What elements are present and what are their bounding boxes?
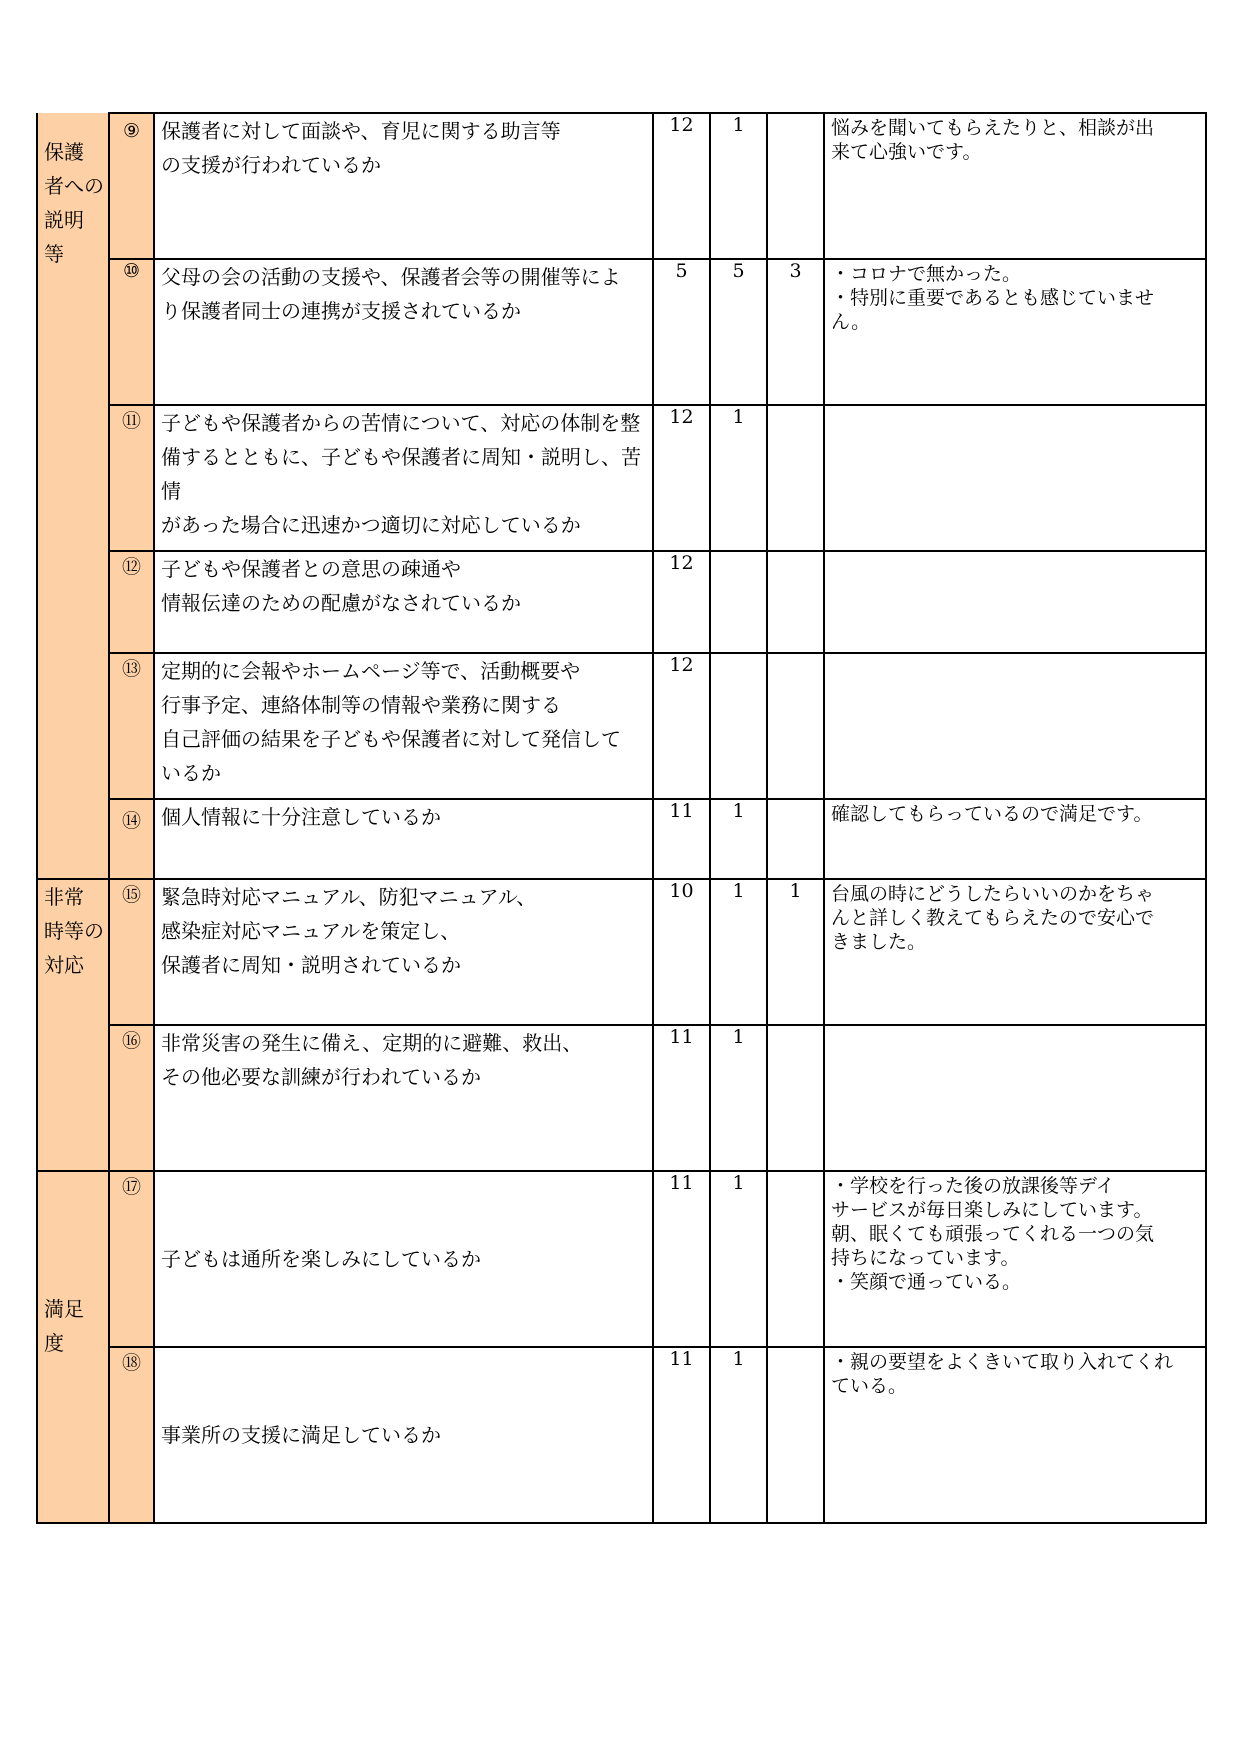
comment-cell [824, 259, 1206, 405]
comment-text: んと詳しく教えてもらえたので安心で [831, 907, 1155, 929]
comment-text: サービスが毎日楽しみにしています。 [831, 1199, 1153, 1221]
table-row [37, 879, 1206, 1025]
question-cell [154, 879, 653, 1025]
comment-text: ・特別に重要であるとも感じていませ [831, 287, 1155, 309]
count-c2: 1 [710, 405, 767, 551]
question-text: 子どもは通所を楽しみにしているか [161, 1247, 481, 1271]
survey-table [36, 112, 1207, 1524]
question-text: 子どもや保護者からの苦情について、対応の体制を整 [161, 411, 641, 435]
table-row [37, 1347, 1206, 1523]
comment-cell [824, 799, 1206, 879]
count-c1: 12 [653, 551, 710, 653]
count-c1: 11 [653, 1171, 710, 1347]
item-number: ⑱ [109, 1347, 154, 1523]
question-text: の支援が行われているか [161, 153, 381, 177]
question-cell [154, 799, 653, 879]
count-c1: 10 [653, 879, 710, 1025]
question-cell [154, 113, 653, 259]
question-text: 非常災害の発生に備え、定期的に避難、救出、 [161, 1031, 583, 1055]
comment-text: 台風の時にどうしたらいいのかをちゃ [831, 883, 1155, 905]
question-text: 子どもや保護者との意思の疎通や [161, 557, 461, 581]
item-number: ⑮ [109, 879, 154, 1025]
item-number: ⑭ [109, 799, 154, 879]
comment-text: きました。 [831, 931, 927, 953]
count-c2: 1 [710, 879, 767, 1025]
comment-cell [824, 879, 1206, 1025]
item-number: ⑪ [109, 405, 154, 551]
item-number: ⑩ [109, 259, 154, 405]
table-row [37, 405, 1206, 551]
comment-cell [824, 405, 1206, 551]
question-cell [154, 405, 653, 551]
question-text: 感染症対応マニュアルを策定し、 [161, 919, 461, 943]
count-c3 [767, 1025, 824, 1171]
table-row [37, 259, 1206, 405]
count-c3 [767, 551, 824, 653]
table-row [37, 113, 1206, 259]
category-emergency [37, 879, 109, 1171]
count-c3 [767, 653, 824, 799]
table-row [37, 551, 1206, 653]
count-c2 [710, 653, 767, 799]
question-text: 行事予定、連絡体制等の情報や業務に関する [161, 693, 561, 717]
count-c1: 11 [653, 799, 710, 879]
count-c1: 11 [653, 1025, 710, 1171]
question-cell [154, 1347, 653, 1523]
question-text: 緊急時対応マニュアル、防犯マニュアル、 [161, 885, 537, 909]
comment-text: 確認してもらっているので満足です。 [831, 803, 1153, 825]
question-text: 自己評価の結果を子どもや保護者に対して発信して [161, 727, 621, 751]
question-text: り保護者同士の連携が支援されているか [161, 299, 521, 323]
question-text: 父母の会の活動の支援や、保護者会等の開催等によ [161, 265, 621, 289]
count-c3 [767, 1347, 824, 1523]
item-number: ⑫ [109, 551, 154, 653]
question-text: 保護者に周知・説明されているか [161, 953, 461, 977]
category-satisfaction [37, 1171, 109, 1523]
count-c2: 1 [710, 799, 767, 879]
comment-cell [824, 1347, 1206, 1523]
question-text: 個人情報に十分注意しているか [161, 805, 441, 829]
count-c3: 3 [767, 259, 824, 405]
question-cell [154, 1171, 653, 1347]
count-c2 [710, 551, 767, 653]
question-text: 保護者に対して面談や、育児に関する助言等 [161, 119, 561, 143]
comment-text: 朝、眠くても頑張ってくれる一つの気 [831, 1223, 1155, 1245]
question-cell [154, 259, 653, 405]
question-text: があった場合に迅速かつ適切に対応しているか [161, 513, 581, 537]
table-row [37, 1171, 1206, 1347]
comment-text: ・学校を行った後の放課後等デイ [831, 1175, 1115, 1197]
category-explanation [37, 113, 109, 879]
comment-cell [824, 1171, 1206, 1347]
comment-text: ん。 [831, 311, 871, 333]
comment-text: ・親の要望をよくきいて取り入れてくれ [831, 1351, 1174, 1373]
count-c3 [767, 113, 824, 259]
count-c1: 12 [653, 113, 710, 259]
question-text: 備するとともに、子どもや保護者に周知・説明し、苦情 [161, 445, 641, 503]
comment-text: 持ちになっています。 [831, 1247, 1020, 1269]
table-row [37, 653, 1206, 799]
comment-cell [824, 113, 1206, 259]
table-row [37, 799, 1206, 879]
count-c2: 1 [710, 113, 767, 259]
item-number: ⑨ [109, 113, 154, 259]
count-c1: 5 [653, 259, 710, 405]
category-label: 非常 時等の 対応 [44, 885, 104, 977]
comment-text: 来て心強いです。 [831, 141, 982, 163]
question-text: いるか [161, 761, 221, 785]
item-number: ⑬ [109, 653, 154, 799]
table-row [37, 1025, 1206, 1171]
comment-text: ている。 [831, 1375, 908, 1397]
category-label: 保護 者への 説明 等 [44, 140, 104, 266]
item-number: ⑰ [109, 1171, 154, 1347]
question-text: 定期的に会報やホームページ等で、活動概要や [161, 659, 581, 683]
comment-text: ・笑顔で通っている。 [831, 1271, 1022, 1293]
question-text: 事業所の支援に満足しているか [161, 1423, 441, 1447]
category-label: 満足 度 [44, 1297, 84, 1355]
count-c3 [767, 799, 824, 879]
question-cell [154, 551, 653, 653]
question-cell [154, 1025, 653, 1171]
comment-text: 悩みを聞いてもらえたりと、相談が出 [831, 117, 1155, 139]
count-c2: 5 [710, 259, 767, 405]
count-c1: 11 [653, 1347, 710, 1523]
count-c3 [767, 1171, 824, 1347]
count-c2: 1 [710, 1025, 767, 1171]
count-c3 [767, 405, 824, 551]
count-c1: 12 [653, 653, 710, 799]
question-text: その他必要な訓練が行われているか [161, 1065, 481, 1089]
comment-cell [824, 1025, 1206, 1171]
question-text: 情報伝達のための配慮がなされているか [161, 591, 521, 615]
question-cell [154, 653, 653, 799]
count-c3: 1 [767, 879, 824, 1025]
comment-cell [824, 551, 1206, 653]
comment-cell [824, 653, 1206, 799]
count-c2: 1 [710, 1347, 767, 1523]
item-number: ⑯ [109, 1025, 154, 1171]
count-c1: 12 [653, 405, 710, 551]
count-c2: 1 [710, 1171, 767, 1347]
comment-text: ・コロナで無かった。 [831, 263, 1022, 285]
